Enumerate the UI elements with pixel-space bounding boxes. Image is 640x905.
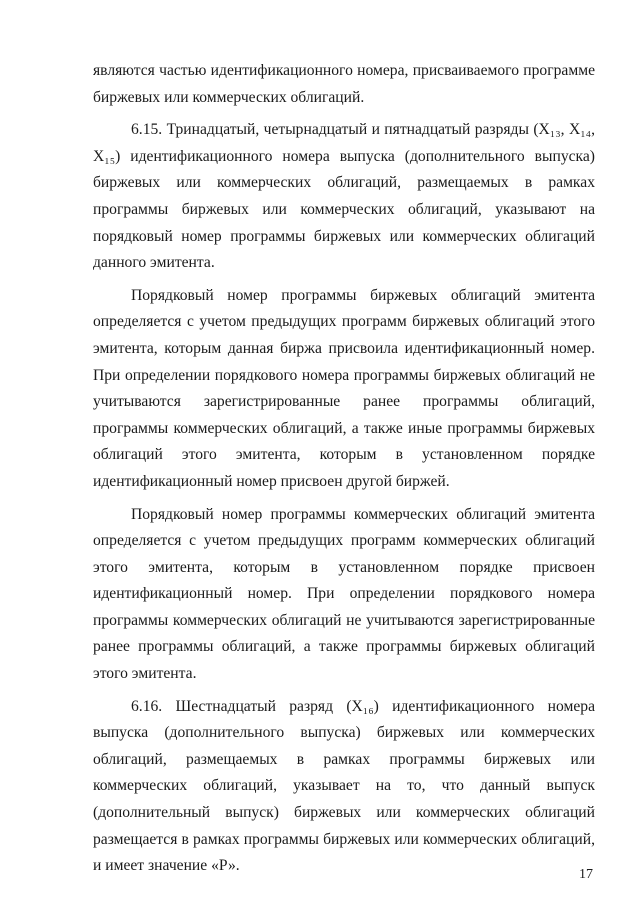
paragraph-continuation: являются частью идентификационного номера, присваиваемого программе биржевых или коммерческих облигаций. (93, 62, 595, 106)
paragraph-exchange-bonds-program-number: Порядковый номер программы биржевых облигаций эмитента определяется с учетом предыдущих программ биржевых облигаций этого эмитента, которым данная биржа присвоила идентификационный номер. При определении порядкового номера программы биржевых облигаций не учитываются зарегистрированные ранее программы облигаций, программы коммерческих облигаций, а также иные программы биржевых облигаций этого эмитента, которым в установленном порядке идентификационный номер присвоен другой биржей. (93, 286, 595, 490)
document-body (93, 58, 595, 886)
paragraph-commercial-bonds-program-number: Порядковый номер программы коммерческих облигаций эмитента определяется с учетом предыдущих программ коммерческих облигаций этого эмитента, которым в установленном порядке присвоен идентификационный номер. При определении порядкового номера программы коммерческих облигаций не учитываются зарегистрированные ранее программы облигаций, а также программы биржевых облигаций этого эмитента. (93, 505, 595, 683)
page-number: 17 (579, 867, 593, 882)
paragraph-section-6-15: 6.15. Тринадцатый, четырнадцатый и пятнадцатый разряды (X₁₃, X₁₄, X₁₅) идентификационного номера выпуска (дополнительного выпуска) биржевых или коммерческих облигаций, размещаемых в рамках программы биржевых или коммерческих облигаций, указывают на порядковый номер программы биржевых или коммерческих облигаций данного эмитента. (93, 121, 595, 272)
paragraph-section-6-16: 6.16. Шестнадцатый разряд (X₁₆) идентификационного номера выпуска (дополнительного выпуска) биржевых или коммерческих облигаций, размещаемых в рамках программы биржевых или коммерческих облигаций, указывает на то, что данный выпуск (дополнительный выпуск) биржевых или коммерческих облигаций размещается в рамках программы биржевых или коммерческих облигаций, и имеет значение «Р». (93, 697, 595, 875)
